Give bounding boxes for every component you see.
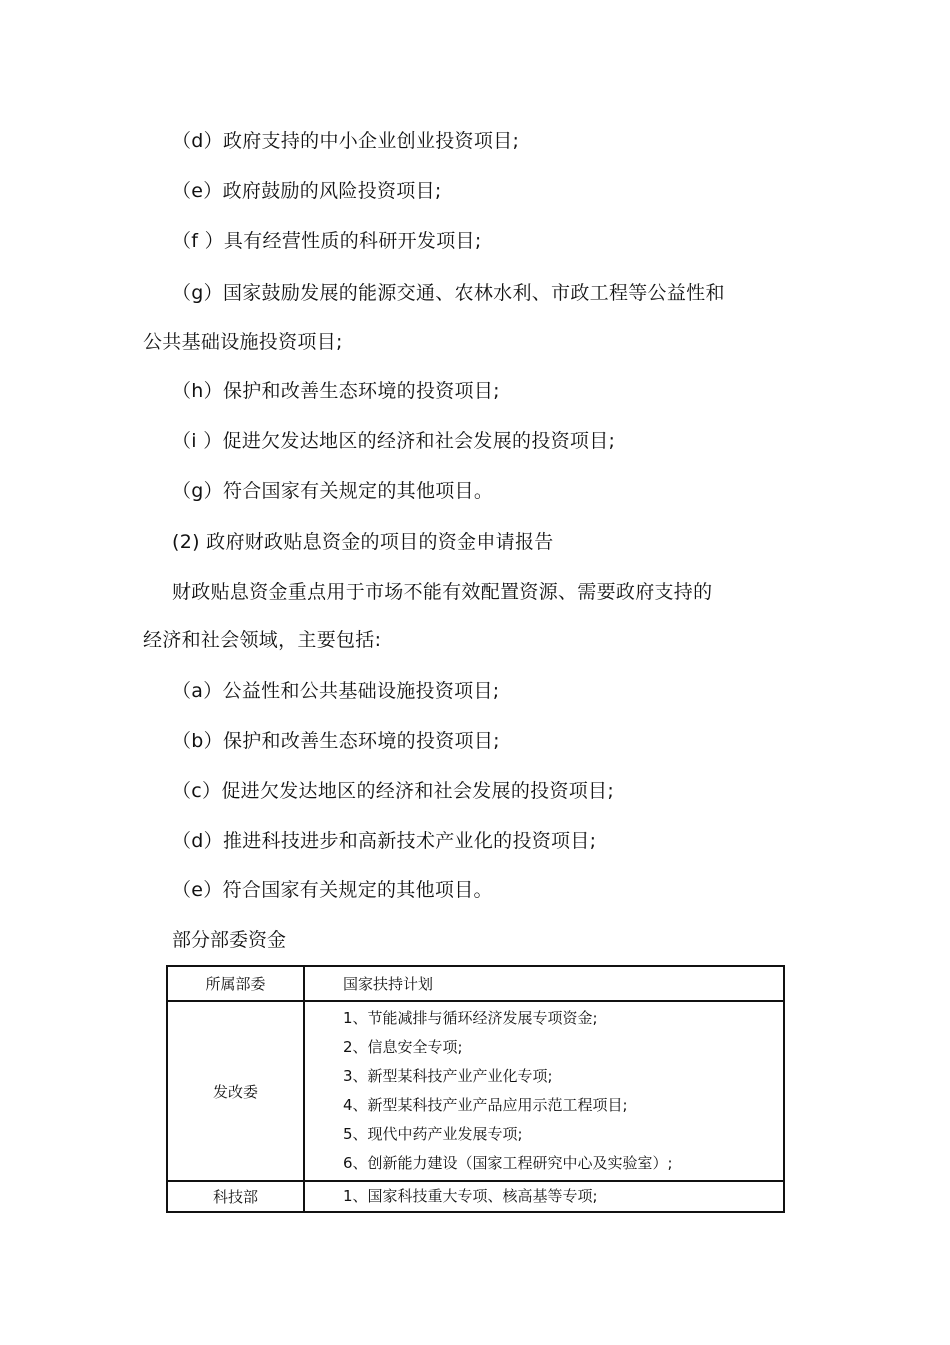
plan-list-cell [304, 1001, 784, 1181]
plan-item: 1、国家科技重大专项、核高基等专项; [343, 1187, 598, 1205]
plan-item: 6、创新能力建设（国家工程研究中心及实验室）; [343, 1154, 673, 1172]
plan-item: 1、节能减排与循环经济发展专项资金; [343, 1009, 598, 1027]
plan-list-cell [304, 1181, 784, 1212]
table-row [167, 1181, 784, 1212]
paragraph: （e）政府鼓励的风险投资项目; [172, 180, 442, 202]
plan-item: 3、新型某科技产业产业化专项; [343, 1067, 553, 1085]
plan-item: 4、新型某科技产业产品应用示范工程项目; [343, 1096, 628, 1114]
paragraph: （h）保护和改善生态环境的投资项目; [172, 380, 500, 402]
paragraph: （i ）促进欠发达地区的经济和社会发展的投资项目; [172, 430, 616, 452]
funds-table [166, 965, 785, 1213]
paragraph: （a）公益性和公共基础设施投资项目; [172, 680, 500, 702]
paragraph: （b）保护和改善生态环境的投资项目; [172, 730, 500, 752]
plan-item: 5、现代中药产业发展专项; [343, 1125, 523, 1143]
paragraph: （f ）具有经营性质的科研开发项目; [172, 230, 482, 252]
paragraph: （c）促进欠发达地区的经济和社会发展的投资项目; [172, 780, 615, 802]
paragraph: 财政贴息资金重点用于市场不能有效配置资源、需要政府支持的 [172, 581, 713, 603]
paragraph: （e）符合国家有关规定的其他项目。 [172, 879, 493, 901]
table-header-plan: 国家扶持计划 [304, 966, 784, 1001]
paragraph: 公共基础设施投资项目; [143, 331, 343, 353]
plan-item: 2、信息安全专项; [343, 1038, 463, 1056]
paragraph: （d）政府支持的中小企业创业投资项目; [172, 130, 520, 152]
table-header-row [167, 966, 784, 1001]
dept-cell: 科技部 [167, 1181, 304, 1212]
paragraph: （g）国家鼓励发展的能源交通、农林水利、市政工程等公益性和 [172, 282, 725, 304]
paragraph: （g）符合国家有关规定的其他项目。 [172, 480, 494, 502]
paragraph: （d）推进科技进步和高新技术产业化的投资项目; [172, 830, 597, 852]
table-caption: 部分部委资金 [172, 929, 287, 951]
section-heading: (2) 政府财政贴息资金的项目的资金申请报告 [172, 531, 554, 553]
table-header-dept: 所属部委 [167, 966, 304, 1001]
dept-cell: 发改委 [167, 1001, 304, 1181]
paragraph: 经济和社会领域，主要包括: [143, 629, 382, 651]
table-row [167, 1001, 784, 1181]
